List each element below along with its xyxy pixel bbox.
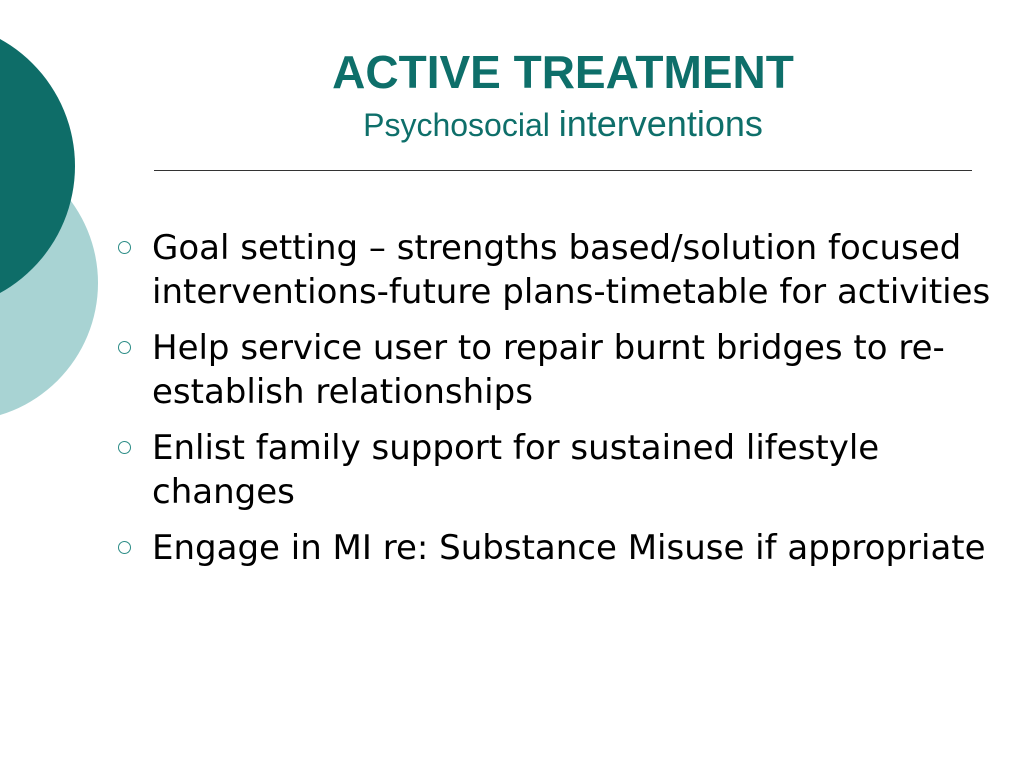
title-block	[154, 44, 972, 145]
bullet-item	[110, 426, 1015, 514]
subtitle-part-1: Psychosocial	[363, 107, 559, 143]
hollow-circle-icon	[118, 441, 131, 454]
bullet-list	[110, 226, 1015, 582]
bullet-text: Help service user to repair burnt bridges to re-establish relationships	[152, 328, 945, 412]
hollow-circle-icon	[118, 541, 131, 554]
title-divider	[154, 170, 972, 171]
bullet-item	[110, 526, 1015, 570]
slide-title: ACTIVE TREATMENT	[332, 46, 794, 98]
hollow-circle-icon	[118, 341, 131, 354]
bullet-text: Enlist family support for sustained lifestyle changes	[152, 428, 880, 512]
bullet-text: Goal setting – strengths based/solution focused interventions-future plans-timetable for activities	[152, 228, 991, 312]
subtitle-part-2: interventions	[558, 103, 763, 144]
bullet-text: Engage in MI re: Substance Misuse if appropriate	[152, 528, 986, 568]
slide-subtitle	[154, 104, 972, 145]
bullet-item	[110, 326, 1015, 414]
bullet-item	[110, 226, 1015, 314]
hollow-circle-icon	[118, 241, 131, 254]
